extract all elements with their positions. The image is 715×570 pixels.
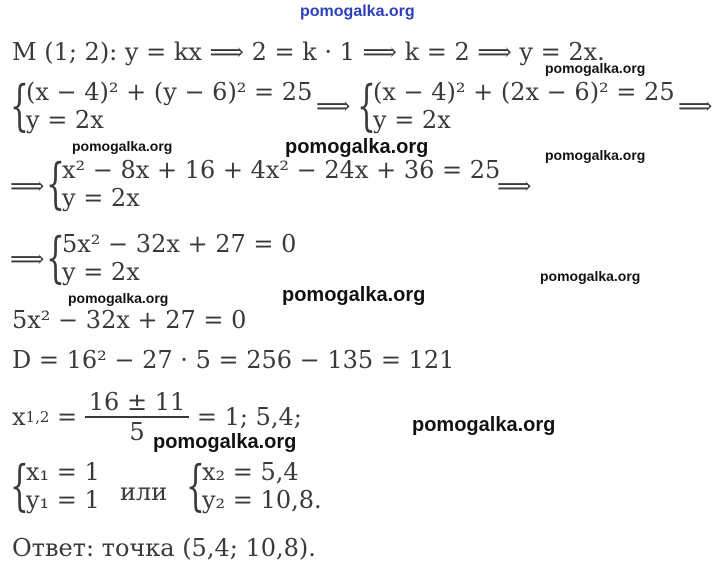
fraction-numerator: 16 ± 11 bbox=[85, 388, 189, 418]
watermark-top: pomogalka.org bbox=[300, 3, 415, 20]
implies-arrow: ⟹ bbox=[10, 172, 45, 200]
watermark: pomogalka.org bbox=[153, 431, 297, 453]
fraction bbox=[85, 388, 189, 446]
equals: = bbox=[49, 403, 85, 431]
system-5 bbox=[10, 454, 100, 517]
roots-var: x bbox=[12, 403, 26, 431]
watermark: pomogalka.org bbox=[412, 414, 556, 436]
implies-arrow: ⟹ bbox=[678, 92, 713, 120]
equation: (x − 4)² + (y − 6)² = 25 bbox=[26, 78, 313, 106]
equation: x₁ = 1 bbox=[26, 458, 100, 486]
system-4 bbox=[46, 226, 297, 289]
implies-arrow: ⟹ bbox=[316, 92, 351, 120]
watermark: pomogalka.org bbox=[545, 60, 646, 76]
equation: x² − 8x + 16 + 4x² − 24x + 36 = 25 bbox=[62, 156, 501, 184]
watermark: pomogalka.org bbox=[545, 147, 646, 163]
equation: 5x² − 32x + 27 = 0 bbox=[12, 306, 247, 334]
answer-line: Ответ: точка (5,4; 10,8). bbox=[12, 534, 316, 562]
system-6 bbox=[186, 454, 322, 517]
brace-icon: { bbox=[10, 74, 29, 137]
watermark: pomogalka.org bbox=[68, 290, 169, 306]
or-word: или bbox=[120, 478, 168, 506]
watermark: pomogalka.org bbox=[72, 138, 173, 154]
equation: y = 2x bbox=[62, 258, 140, 286]
watermark: pomogalka.org bbox=[285, 136, 429, 158]
equation: (x − 4)² + (2x − 6)² = 25 bbox=[373, 78, 675, 106]
equation: y = 2x bbox=[26, 106, 104, 134]
brace-icon: { bbox=[46, 226, 65, 289]
roots-line bbox=[12, 388, 302, 446]
solution-line-1: M (1; 2): y = kx ⟹ 2 = k · 1 ⟹ k = 2 ⟹ y = 2x. bbox=[12, 38, 605, 66]
roots-subscript: 1,2 bbox=[25, 408, 50, 426]
system-2 bbox=[357, 74, 675, 137]
equation: y₁ = 1 bbox=[26, 486, 100, 514]
watermark: pomogalka.org bbox=[540, 268, 641, 284]
system-3 bbox=[46, 152, 501, 215]
system-1 bbox=[10, 74, 313, 137]
discriminant-line: D = 16² − 27 · 5 = 256 − 135 = 121 bbox=[12, 346, 455, 374]
watermark: pomogalka.org bbox=[282, 284, 426, 306]
equation: y = 2x bbox=[373, 106, 451, 134]
brace-icon: { bbox=[186, 454, 205, 517]
equation: x₂ = 5,4 bbox=[202, 458, 299, 486]
equation: y₂ = 10,8. bbox=[202, 486, 322, 514]
roots-result: = 1; 5,4; bbox=[189, 403, 302, 431]
fraction-denominator: 5 bbox=[129, 418, 145, 446]
brace-icon: { bbox=[46, 152, 65, 215]
implies-arrow: ⟹ bbox=[497, 172, 532, 200]
implies-arrow: ⟹ bbox=[10, 245, 45, 273]
brace-icon: { bbox=[10, 454, 29, 517]
equation: 5x² − 32x + 27 = 0 bbox=[62, 230, 297, 258]
brace-icon: { bbox=[357, 74, 376, 137]
equation: y = 2x bbox=[62, 184, 140, 212]
